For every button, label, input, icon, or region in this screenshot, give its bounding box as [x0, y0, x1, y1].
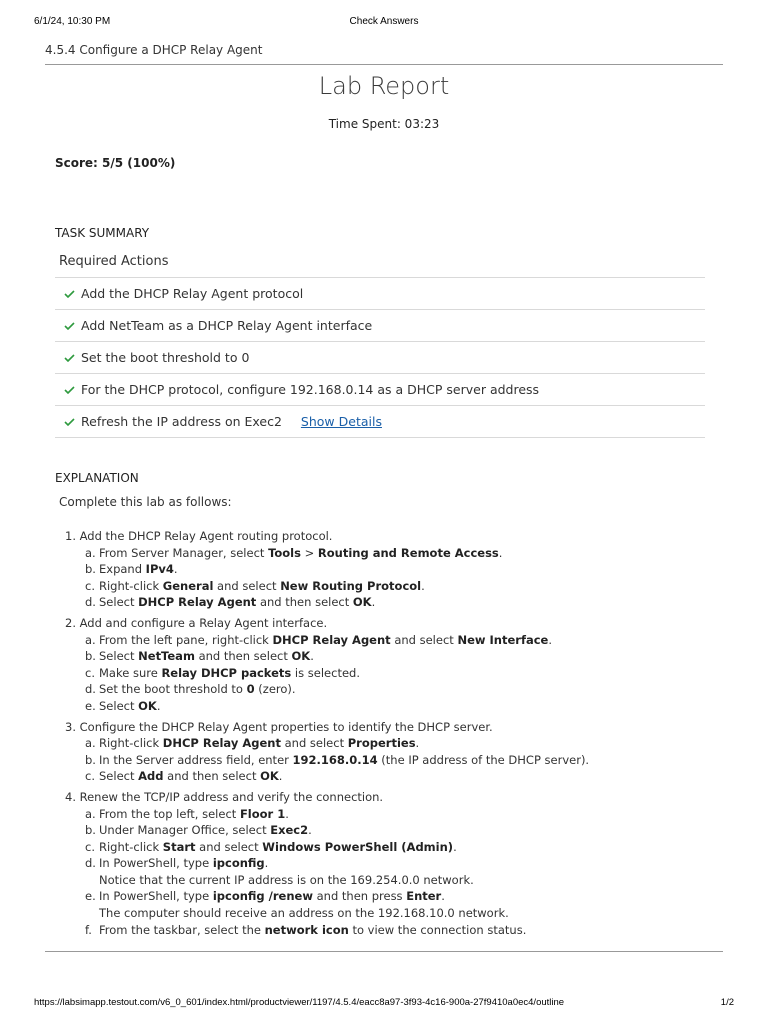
explanation-heading: EXPLANATION [55, 471, 139, 485]
step-heading: 4. Renew the TCP/IP address and verify the connection. [65, 789, 384, 804]
explanation-intro: Complete this lab as follows: [59, 495, 232, 509]
step-heading: 1. Add the DHCP Relay Agent routing protocol. [65, 529, 333, 543]
print-date: 6/1/24, 10:30 PM [34, 16, 111, 27]
step-item [65, 615, 589, 715]
report-title: Lab Report [318, 72, 450, 100]
substep-item: a. Right-click DHCP Relay Agent and select Properties. [85, 736, 420, 751]
required-actions-heading: Required Actions [59, 254, 169, 269]
action-item [55, 277, 705, 309]
print-header [34, 16, 734, 30]
step-item [65, 528, 589, 611]
substep-item: a. From the top left, select Floor 1. [85, 806, 289, 821]
substep-item: b. Under Manager Office, select Exec2. [85, 823, 312, 838]
substep-item: c. Right-click General and select New Routing Protocol. [85, 578, 425, 593]
action-label: Refresh the IP address on Exec2 [81, 414, 282, 429]
substep-item: d. Select DHCP Relay Agent and then select OK. [85, 595, 376, 610]
step-item [65, 789, 589, 938]
substep-item: c. Select Add and then select OK. [85, 769, 283, 784]
action-label: Add the DHCP Relay Agent protocol [81, 286, 304, 301]
substep-item: e. Select OK. [85, 698, 161, 713]
substep-item: b. Expand IPv4. [85, 562, 178, 577]
page-number: 1/2 [720, 997, 734, 1008]
print-page-title: Check Answers [349, 16, 419, 27]
substep-item: f. From the taskbar, select the network icon to view the connection status. [85, 922, 527, 937]
action-item [55, 341, 705, 373]
substep-item: b. Select NetTeam and then select OK. [85, 649, 314, 664]
substep-item: b. In the Server address field, enter 192.168.0.14 (the IP address of the DHCP server). [85, 752, 590, 767]
check-icon [64, 354, 75, 362]
substep-item: d. Set the boot threshold to 0 (zero). [85, 682, 296, 697]
score: Score: 5/5 (100%) [55, 156, 176, 170]
check-icon [64, 322, 75, 330]
step-note: The computer should receive an address on the 192.168.10.0 network. [99, 906, 509, 921]
action-label: Set the boot threshold to 0 [81, 350, 250, 365]
print-url: https://labsimapp.testout.com/v6_0_601/index.html/productviewer/1197/4.5.4/eacc8a97-3f93-4c16-900a-27f9410a0ec4/outline [34, 997, 565, 1008]
required-actions-list [55, 277, 705, 438]
action-label: For the DHCP protocol, configure 192.168.0.14 as a DHCP server address [81, 382, 540, 397]
action-item [55, 405, 705, 438]
action-item [55, 373, 705, 405]
lab-title: 4.5.4 Configure a DHCP Relay Agent [45, 43, 263, 57]
action-item [55, 309, 705, 341]
substep-item: a. From Server Manager, select Tools > Routing and Remote Access. [85, 545, 503, 560]
explanation-steps [65, 528, 589, 942]
step-note: Notice that the current IP address is on the 169.254.0.0 network. [99, 872, 474, 887]
substep-item: c. Make sure Relay DHCP packets is selected. [85, 665, 360, 680]
check-icon [64, 386, 75, 394]
check-icon [64, 418, 75, 426]
substep-item: c. Right-click Start and select Windows PowerShell (Admin). [85, 839, 457, 854]
step-heading: 2. Add and configure a Relay Agent interface. [65, 615, 328, 630]
substep-item: a. From the left pane, right-click DHCP Relay Agent and select New Interface. [85, 632, 552, 647]
action-label: Add NetTeam as a DHCP Relay Agent interface [81, 318, 373, 333]
check-icon [64, 290, 75, 298]
bottom-divider [45, 951, 723, 952]
substep-item: d. In PowerShell, type ipconfig. [85, 856, 269, 871]
top-divider [45, 64, 723, 65]
substep-item: e. In PowerShell, type ipconfig /renew and then press Enter. [85, 889, 445, 904]
print-footer [34, 997, 734, 1011]
show-details-link[interactable]: Show Details [300, 414, 382, 429]
time-spent: Time Spent: 03:23 [328, 117, 440, 131]
step-heading: 3. Configure the DHCP Relay Agent properties to identify the DHCP server. [65, 719, 493, 734]
task-summary-heading: TASK SUMMARY [55, 226, 150, 240]
step-item [65, 719, 589, 785]
